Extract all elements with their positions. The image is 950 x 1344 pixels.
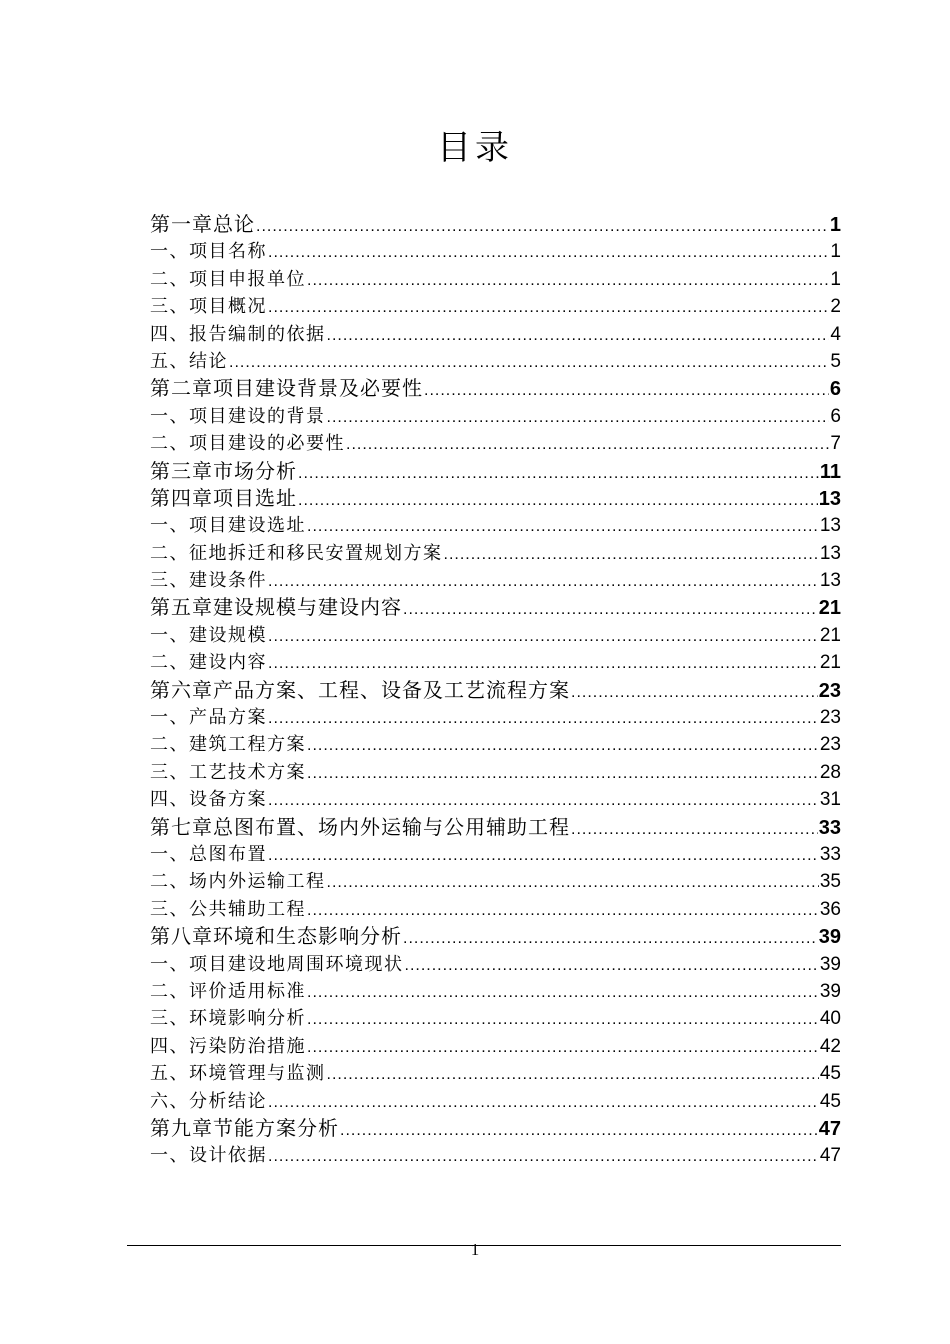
toc-entry-label: 四、设备方案 — [150, 789, 267, 811]
dot-leader — [298, 487, 818, 514]
dot-leader — [307, 897, 819, 924]
toc-chapter-entry[interactable] — [150, 1115, 841, 1142]
toc-section-entry[interactable] — [150, 540, 841, 567]
dot-leader — [268, 1089, 819, 1116]
toc-entry-page-number: 23 — [819, 734, 841, 756]
dot-leader — [571, 816, 818, 843]
toc-entry-page-number: 40 — [819, 1008, 841, 1030]
toc-section-entry[interactable] — [150, 1088, 841, 1115]
toc-section-entry[interactable] — [150, 1142, 841, 1169]
toc-entry-page-number: 45 — [819, 1090, 841, 1112]
toc-entry-label: 三、工艺技术方案 — [150, 761, 306, 783]
dot-leader — [307, 732, 819, 759]
toc-entry-page-number: 39 — [818, 926, 841, 949]
dot-leader — [256, 213, 829, 240]
toc-entry-page-number: 47 — [819, 1145, 841, 1167]
toc-section-entry[interactable] — [150, 238, 841, 265]
dot-leader — [268, 568, 819, 595]
toc-entry-label: 一、建设规模 — [150, 624, 267, 646]
toc-entry-label: 五、结论 — [150, 350, 228, 372]
toc-entry-label: 一、项目建设选址 — [150, 515, 306, 537]
toc-section-entry[interactable] — [150, 622, 841, 649]
toc-entry-page-number: 2 — [830, 296, 841, 318]
toc-entry-page-number: 13 — [819, 542, 841, 564]
page-title: 目录 — [437, 128, 513, 168]
toc-entry-label: 第八章环境和生态影响分析 — [150, 924, 402, 949]
dot-leader — [571, 679, 818, 706]
toc-section-entry[interactable] — [150, 512, 841, 539]
dot-leader — [405, 952, 819, 979]
dot-leader — [346, 431, 829, 458]
toc-entry-label: 第三章市场分析 — [150, 458, 297, 483]
toc-section-entry[interactable] — [150, 403, 841, 430]
toc-entry-label: 三、项目概况 — [150, 296, 267, 318]
toc-section-entry[interactable] — [150, 266, 841, 293]
toc-entry-label: 二、评价适用标准 — [150, 980, 306, 1002]
toc-entry-page-number: 13 — [818, 487, 841, 510]
dot-leader — [307, 760, 819, 787]
toc-entry-label: 一、产品方案 — [150, 707, 267, 729]
toc-entry-page-number: 31 — [819, 789, 841, 811]
dot-leader — [268, 294, 829, 321]
toc-section-entry[interactable] — [150, 1005, 841, 1032]
toc-entry-page-number: 21 — [818, 597, 841, 620]
toc-entry-label: 二、征地拆迁和移民安置规划方案 — [150, 542, 443, 564]
toc-entry-label: 二、场内外运输工程 — [150, 871, 326, 893]
dot-leader — [268, 787, 819, 814]
toc-section-entry[interactable] — [150, 896, 841, 923]
toc-entry-page-number: 36 — [819, 898, 841, 920]
toc-section-entry[interactable] — [150, 786, 841, 813]
footer-page-number: 1 — [470, 1240, 480, 1259]
dot-leader — [307, 1034, 819, 1061]
toc-section-entry[interactable] — [150, 868, 841, 895]
toc-entry-page-number: 1 — [830, 241, 841, 263]
dot-leader — [327, 1061, 819, 1088]
toc-section-entry[interactable] — [150, 567, 841, 594]
toc-entry-label: 四、污染防治措施 — [150, 1035, 306, 1057]
dot-leader — [307, 1006, 819, 1033]
toc-entry-label: 一、设计依据 — [150, 1145, 267, 1167]
toc-entry-label: 六、分析结论 — [150, 1090, 267, 1112]
dot-leader — [298, 460, 819, 487]
dot-leader — [327, 322, 830, 349]
toc-chapter-entry[interactable] — [150, 375, 841, 402]
toc-entry-label: 三、公共辅助工程 — [150, 898, 306, 920]
toc-entry-label: 二、建筑工程方案 — [150, 734, 306, 756]
toc-chapter-entry[interactable] — [150, 923, 841, 950]
toc-entry-label: 一、总图布置 — [150, 843, 267, 865]
toc-chapter-entry[interactable] — [150, 458, 841, 485]
toc-entry-page-number: 4 — [830, 323, 841, 345]
dot-leader — [424, 377, 829, 404]
toc-entry-page-number: 33 — [819, 843, 841, 865]
dot-leader — [340, 1117, 818, 1144]
toc-entry-page-number: 47 — [818, 1117, 841, 1140]
toc-entry-page-number: 35 — [819, 871, 841, 893]
toc-entry-page-number: 42 — [819, 1035, 841, 1057]
toc-section-entry[interactable] — [150, 704, 841, 731]
toc-entry-page-number: 39 — [819, 980, 841, 1002]
toc-entry-label: 一、项目建设的背景 — [150, 405, 326, 427]
dot-leader — [327, 869, 819, 896]
dot-leader — [268, 1143, 819, 1170]
toc-section-entry[interactable] — [150, 348, 841, 375]
toc-section-entry[interactable] — [150, 841, 841, 868]
toc-section-entry[interactable] — [150, 321, 841, 348]
toc-chapter-entry[interactable] — [150, 211, 841, 238]
toc-entry-page-number: 45 — [819, 1063, 841, 1085]
toc-entry-page-number: 11 — [819, 460, 841, 483]
toc-entry-label: 五、环境管理与监测 — [150, 1063, 326, 1085]
dot-leader — [268, 705, 819, 732]
toc-entry-page-number: 33 — [818, 816, 841, 839]
toc-entry-page-number: 1 — [829, 214, 841, 236]
toc-section-entry[interactable] — [150, 1033, 841, 1060]
dot-leader — [268, 842, 819, 869]
toc-entry-label: 二、项目建设的必要性 — [150, 433, 345, 455]
toc-entry-page-number: 13 — [819, 570, 841, 592]
dot-leader — [268, 650, 819, 677]
toc-entry-label: 第一章总论 — [150, 212, 255, 236]
toc-entry-label: 三、建设条件 — [150, 570, 267, 592]
toc-section-entry[interactable] — [150, 649, 841, 676]
toc-entry-label: 一、项目名称 — [150, 241, 267, 263]
toc-entry-page-number: 7 — [830, 433, 841, 455]
toc-entry-label: 第六章产品方案、工程、设备及工艺流程方案 — [150, 677, 570, 702]
toc-entry-page-number: 23 — [818, 679, 841, 702]
toc-entry-page-number: 6 — [830, 405, 841, 427]
dot-leader — [268, 239, 829, 266]
toc-entry-page-number: 1 — [830, 268, 841, 290]
toc-chapter-entry[interactable] — [150, 594, 841, 621]
toc-entry-page-number: 39 — [819, 953, 841, 975]
toc-entry-page-number: 23 — [819, 707, 841, 729]
toc-chapter-entry[interactable] — [150, 485, 841, 512]
toc-entry-label: 一、项目建设地周围环境现状 — [150, 953, 404, 975]
toc-entry-label: 第五章建设规模与建设内容 — [150, 595, 402, 620]
toc-entry-label: 四、报告编制的依据 — [150, 323, 326, 345]
table-of-contents — [150, 211, 841, 1170]
toc-entry-label: 第七章总图布置、场内外运输与公用辅助工程 — [150, 814, 570, 839]
toc-entry-page-number: 13 — [819, 515, 841, 537]
dot-leader — [327, 404, 830, 431]
dot-leader — [444, 541, 819, 568]
toc-entry-label: 第九章节能方案分析 — [150, 1115, 339, 1140]
toc-entry-label: 二、建设内容 — [150, 652, 267, 674]
toc-entry-page-number: 6 — [829, 378, 841, 401]
toc-section-entry[interactable] — [150, 951, 841, 978]
dot-leader — [307, 979, 819, 1006]
dot-leader — [307, 267, 829, 294]
toc-entry-label: 二、项目申报单位 — [150, 268, 306, 290]
dot-leader — [403, 596, 818, 623]
toc-section-entry[interactable] — [150, 759, 841, 786]
toc-chapter-entry[interactable] — [150, 814, 841, 841]
toc-section-entry[interactable] — [150, 293, 841, 320]
toc-section-entry[interactable] — [150, 731, 841, 758]
toc-chapter-entry[interactable] — [150, 677, 841, 704]
dot-leader — [403, 925, 818, 952]
toc-entry-label: 三、环境影响分析 — [150, 1008, 306, 1030]
toc-entry-page-number: 21 — [819, 652, 841, 674]
toc-section-entry[interactable] — [150, 430, 841, 457]
dot-leader — [307, 513, 819, 540]
toc-entry-page-number: 21 — [819, 624, 841, 646]
toc-entry-page-number: 28 — [819, 761, 841, 783]
toc-section-entry[interactable] — [150, 978, 841, 1005]
dot-leader — [268, 623, 819, 650]
dot-leader — [229, 349, 829, 376]
toc-entry-page-number: 5 — [830, 350, 841, 372]
toc-section-entry[interactable] — [150, 1060, 841, 1087]
toc-entry-label: 第二章项目建设背景及必要性 — [150, 376, 423, 401]
toc-entry-label: 第四章项目选址 — [150, 485, 297, 510]
